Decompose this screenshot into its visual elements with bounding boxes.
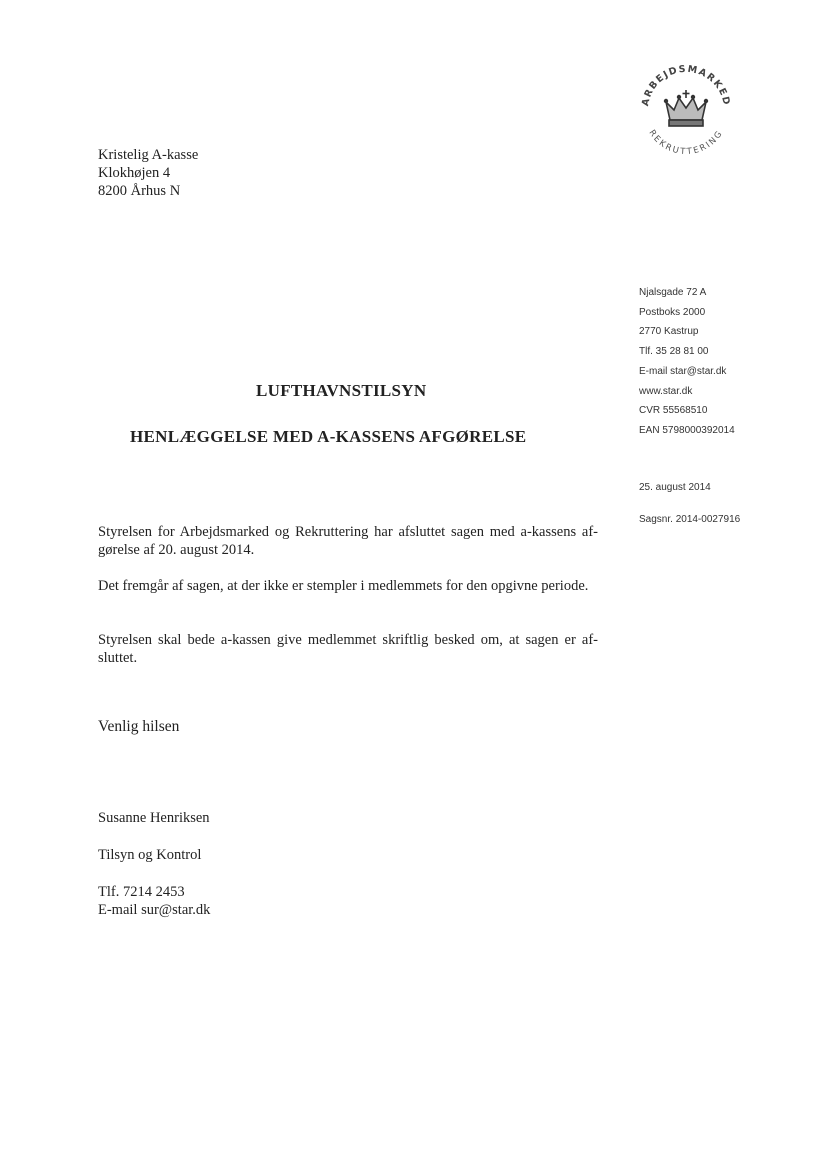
sender-city: 2770 Kastrup [639, 326, 699, 338]
letter-title: LUFTHAVNSTILSYN [256, 381, 427, 400]
recipient-street: Klokhøjen 4 [98, 165, 171, 181]
recipient-address [98, 146, 198, 200]
sender-web: www.star.dk [639, 385, 693, 397]
signatory-department: Tilsyn og Kontrol [98, 847, 202, 863]
body-paragraph-3: Styrelsen skal bede a-kassen give medlemmet skriftlig besked om, at sagen er afsluttet. [98, 632, 598, 666]
sender-phone: Tlf. 35 28 81 00 [639, 346, 709, 358]
svg-text:REKRUTTERING: REKRUTTERING [646, 128, 726, 158]
body-paragraph-2: Det fremgår af sagen, at der ikke er stempler i medlemmets for den opgivne periode. [98, 578, 589, 594]
recipient-name: Kristelig A-kasse [98, 147, 199, 163]
letter-subtitle: HENLÆGGELSE MED A-KASSENS AFGØRELSE [130, 427, 527, 446]
recipient-city: 8200 Århus N [98, 183, 181, 199]
sender-email: E-mail star@star.dk [639, 365, 727, 377]
signatory-name: Susanne Henriksen [98, 810, 210, 826]
crown-seal-icon [632, 52, 740, 160]
case-number: Sagsnr. 2014-0027916 [639, 514, 741, 525]
sender-contact-block [639, 283, 735, 441]
signatory-contact [98, 883, 210, 919]
signatory-email: E-mail sur@star.dk [98, 902, 211, 918]
sender-ean: EAN 5798000392014 [639, 424, 735, 436]
letter-date: 25. august 2014 [639, 482, 711, 493]
closing-greeting: Venlig hilsen [98, 718, 180, 735]
agency-logo [632, 52, 740, 160]
svg-text:ARBEJDSMARKED: ARBEJDSMARKED [640, 63, 732, 108]
sender-street: Njalsgade 72 A [639, 287, 707, 298]
signatory-phone: Tlf. 7214 2453 [98, 884, 185, 900]
sender-cvr: CVR 55568510 [639, 405, 708, 417]
body-paragraph-1: Styrelsen for Arbejdsmarked og Rekruttering har afsluttet sagen med a-kassens afgørelse af 20. august 2014. [98, 524, 598, 558]
sender-postbox: Postboks 2000 [639, 306, 706, 318]
